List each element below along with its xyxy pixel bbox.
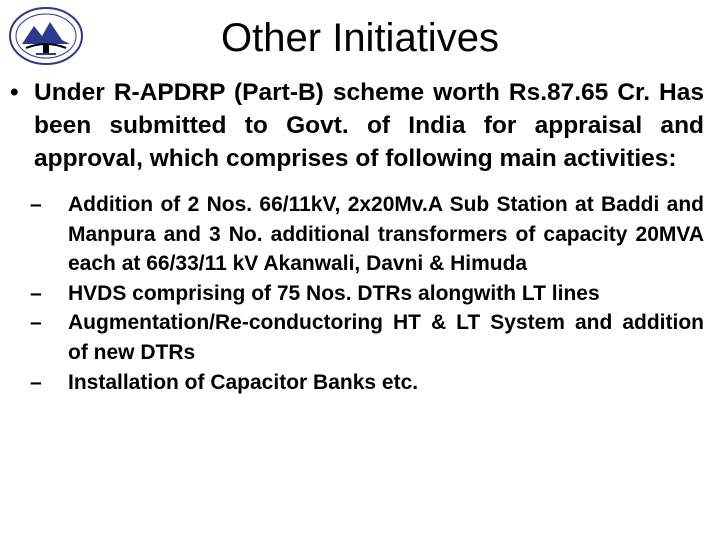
sub-bullet-text: HVDS comprising of 75 Nos. DTRs alongwith LT lines xyxy=(68,281,600,305)
slide-body xyxy=(10,76,704,397)
main-bullet-text: Under R-APDRP (Part-B) scheme worth Rs.87.65 Cr. Has been submitted to Govt. of India for appraisal and approval, which comprises of following main activities: xyxy=(34,79,704,172)
sub-bullet-marker: – xyxy=(30,370,42,394)
sub-bullet-item xyxy=(30,190,704,279)
sub-bullet-marker: – xyxy=(30,311,42,335)
bullet-marker: • xyxy=(10,79,19,106)
sub-bullet-list xyxy=(10,190,704,397)
slide-title: Other Initiatives xyxy=(221,16,499,60)
sub-bullet-text: Augmentation/Re-conductoring HT & LT System and addition of new DTRs xyxy=(68,311,704,364)
sub-bullet-item xyxy=(30,308,704,367)
sub-bullet-marker: – xyxy=(30,193,42,216)
sub-bullet-text: Installation of Capacitor Banks etc. xyxy=(68,370,419,394)
sub-bullet-text: Addition of 2 Nos. 66/11kV, 2x20Mv.A Sub Station at Baddi and Manpura and 3 No. additional transformers of capacity 20MVA each at 66/33/11 kV Akanwali, Davni & Himuda xyxy=(68,193,704,276)
emblem-logo-icon xyxy=(6,4,86,68)
sub-bullet-marker: – xyxy=(30,281,42,305)
sub-bullet-item xyxy=(30,279,704,309)
main-bullet xyxy=(10,76,704,175)
sub-bullet-item xyxy=(30,368,704,398)
